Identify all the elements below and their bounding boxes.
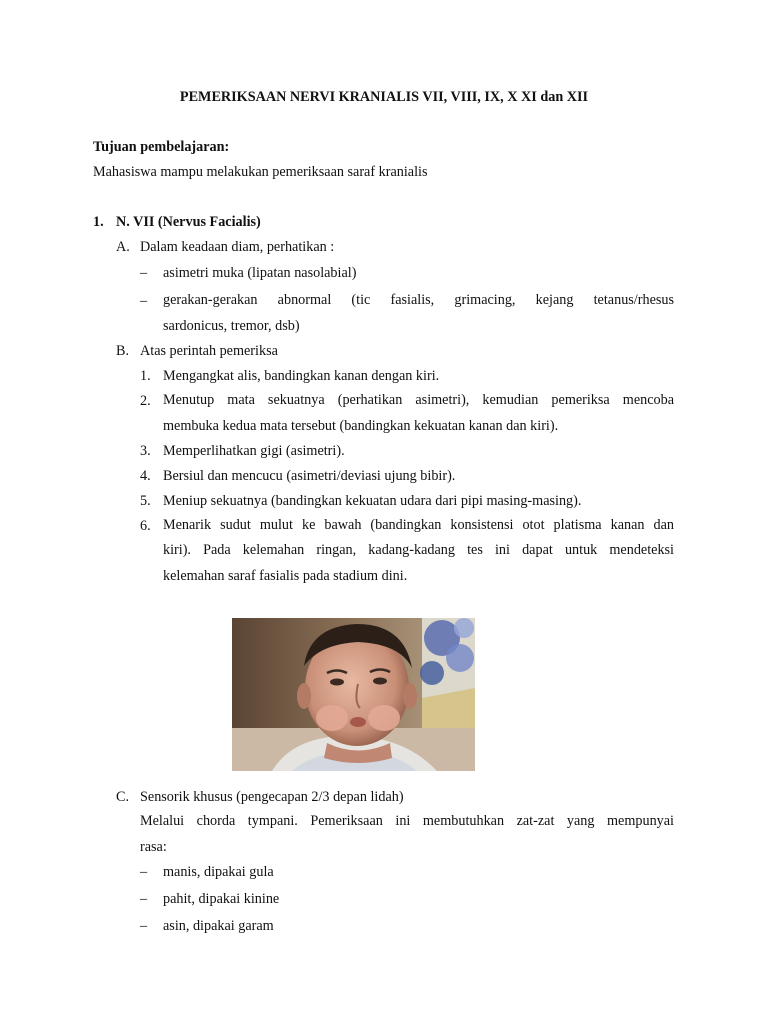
list-item: Mengangkat alis, bandingkan kanan dengan kiri. — [163, 368, 440, 384]
list-item-line: Menarik sudut mulut ke bawah (bandingkan konsistensi otot platisma kanan dan — [163, 517, 674, 533]
dash-marker: – — [140, 293, 148, 309]
subsection-c-marker: C. — [116, 789, 130, 805]
list-item: Meniup sekuatnya (bandingkan kekuatan udara dari pipi masing-masing). — [163, 493, 582, 509]
subsection-b-text: Atas perintah pemeriksa — [140, 343, 278, 359]
list-item-line: kelemahan saraf fasialis pada stadium dini. — [163, 568, 408, 584]
list-item: pahit, dipakai kinine — [163, 891, 280, 907]
number-marker: 6. — [140, 518, 151, 534]
paragraph-line: rasa: — [140, 839, 167, 855]
paragraph-line: Melalui chorda tympani. Pemeriksaan ini membutuhkan zat-zat yang mempunyai — [140, 813, 674, 829]
dash-marker: – — [140, 265, 148, 281]
objective-text: Mahasiswa mampu melakukan pemeriksaan saraf kranialis — [93, 164, 428, 180]
patient-photo — [232, 618, 475, 771]
subsection-c-text: Sensorik khusus (pengecapan 2/3 depan lidah) — [140, 789, 404, 805]
subsection-a-text: Dalam keadaan diam, perhatikan : — [140, 239, 335, 255]
man-puffing-cheeks-image — [232, 618, 475, 771]
subsection-b-marker: B. — [116, 343, 130, 359]
section-heading: N. VII (Nervus Facialis) — [116, 214, 261, 230]
list-item-line: kiri). Pada kelemahan ringan, kadang-kadang tes ini dapat untuk mendeteksi — [163, 542, 674, 558]
list-item: asin, dipakai garam — [163, 918, 274, 934]
list-item-line: Menutup mata sekuatnya (perhatikan asimetri), kemudian pemeriksa mencoba — [163, 392, 674, 408]
list-item-line: sardonicus, tremor, dsb) — [163, 318, 300, 334]
list-item: Memperlihatkan gigi (asimetri). — [163, 443, 345, 459]
number-marker: 2. — [140, 393, 151, 409]
list-item: manis, dipakai gula — [163, 864, 274, 880]
list-item: Bersiul dan mencucu (asimetri/deviasi ujung bibir). — [163, 468, 456, 484]
dash-marker: – — [140, 891, 148, 907]
dash-marker: – — [140, 918, 148, 934]
number-marker: 4. — [140, 468, 151, 484]
section-number: 1. — [93, 214, 104, 230]
list-item-line: gerakan-gerakan abnormal (tic fasialis, grimacing, kejang tetanus/rhesus — [163, 292, 674, 308]
number-marker: 5. — [140, 493, 151, 509]
page-title: PEMERIKSAAN NERVI KRANIALIS VII, VIII, IX, X XI dan XII — [179, 89, 589, 105]
list-item: asimetri muka (lipatan nasolabial) — [163, 265, 357, 281]
number-marker: 1. — [140, 368, 151, 384]
dash-marker: – — [140, 864, 148, 880]
list-item-line: membuka kedua mata tersebut (bandingkan kekuatan kanan dan kiri). — [163, 418, 559, 434]
objective-heading: Tujuan pembelajaran: — [93, 139, 230, 155]
subsection-a-marker: A. — [116, 239, 130, 255]
number-marker: 3. — [140, 443, 151, 459]
